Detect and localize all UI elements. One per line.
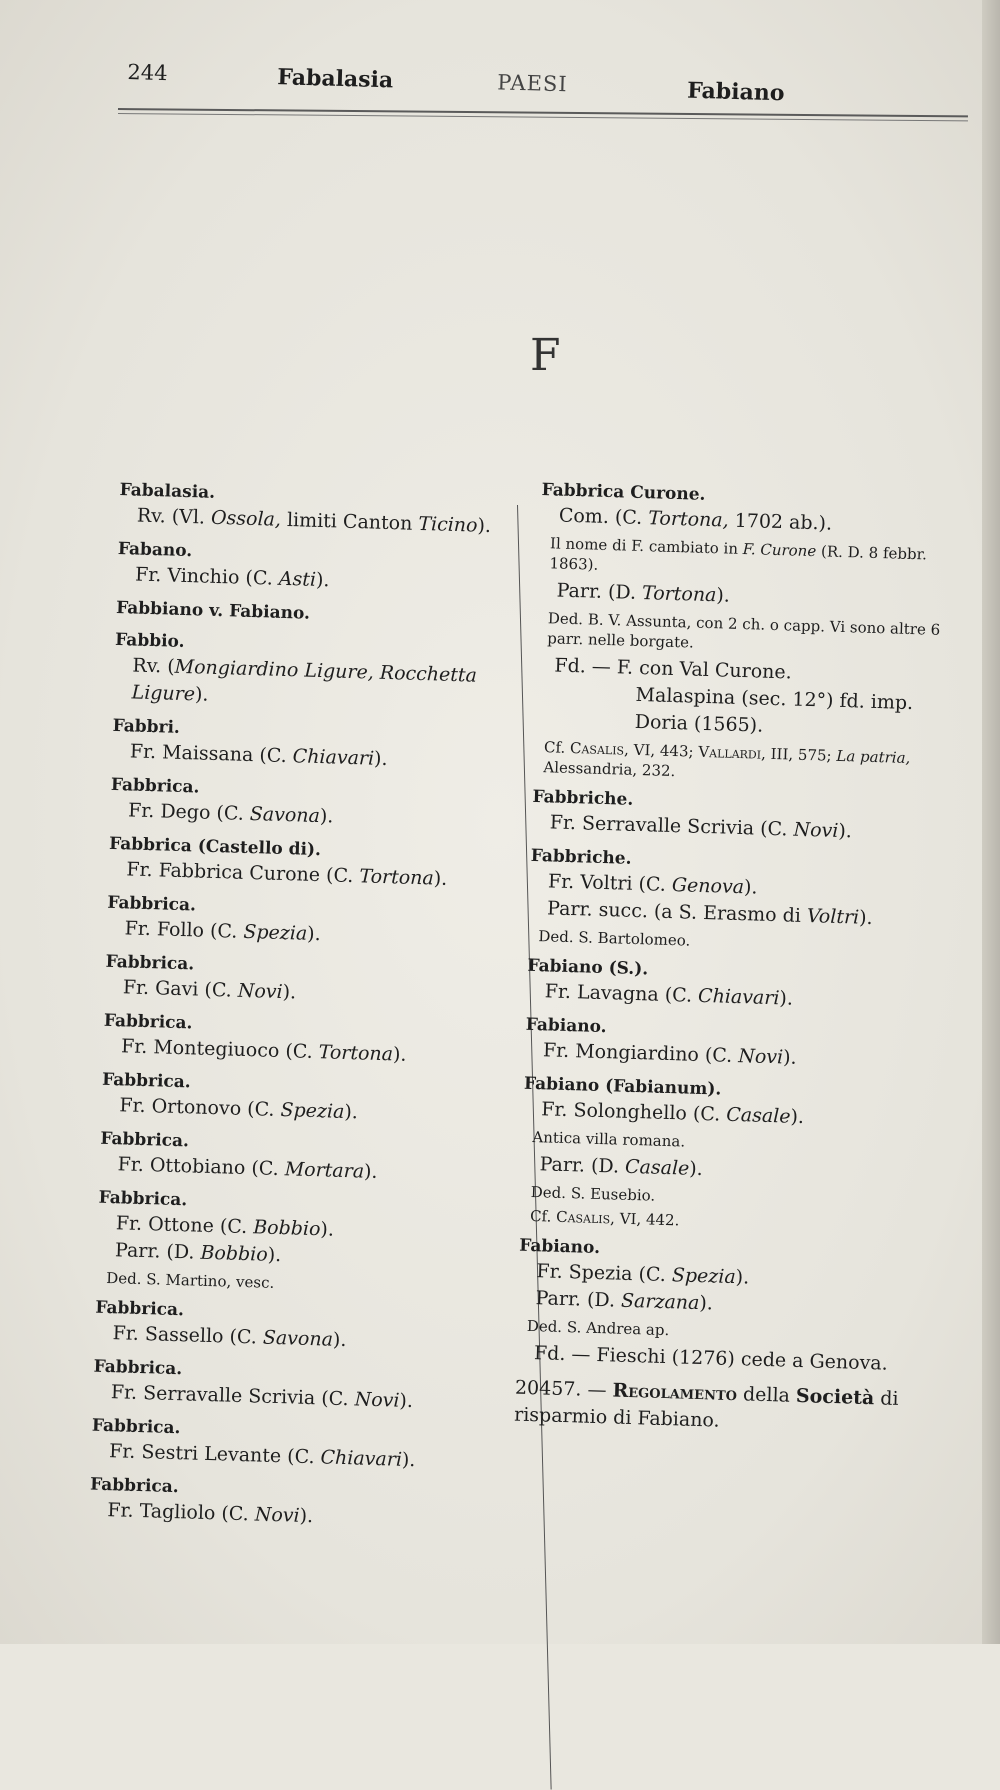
entry <box>110 773 511 836</box>
entry-heading: Fabbrica. <box>93 1356 183 1380</box>
entry <box>525 1013 941 1076</box>
entry <box>113 628 515 718</box>
text-run: Parr. succ. (a S. Erasmo di <box>546 897 808 928</box>
entry <box>531 785 947 848</box>
text-run: ). <box>858 906 873 929</box>
text-run: Novi <box>793 818 839 842</box>
text-run: Spezia <box>671 1264 737 1289</box>
text-run: Ded. S. Martino, vesc. <box>105 1268 275 1292</box>
entry <box>101 1068 502 1131</box>
text-run: Casale <box>624 1155 690 1180</box>
entry <box>516 1234 935 1379</box>
entry-heading: Fabbrica. <box>91 1415 181 1439</box>
text-run: Fr. Ortonovo (C. <box>119 1094 281 1122</box>
text-run: Fd. — F. con Val Curone. <box>554 654 793 684</box>
text-run: Fr. Voltri (C. <box>547 870 673 897</box>
text-run: di risparmio di Fabiano. <box>513 1387 899 1432</box>
text-run: Fr. Ottobiano (C. <box>117 1153 286 1181</box>
text-run: Savona <box>249 803 321 828</box>
text-run: ). <box>477 514 492 538</box>
entry-line <box>113 652 514 718</box>
entry-heading: Fabbiano v. Fabiano. <box>115 597 311 624</box>
entry-heading: Fabalasia. <box>119 479 216 503</box>
text-run: , VI, 442. <box>609 1209 680 1230</box>
text-run: ). <box>373 747 388 771</box>
entry <box>96 1186 499 1300</box>
text-run: Vallardi <box>698 742 762 763</box>
text-run: Fr. Sestri Levante (C. <box>108 1440 321 1469</box>
text-run: Fr. Fabbrica Curone (C. <box>126 858 360 888</box>
header-left-title: Fabalasia <box>276 64 394 94</box>
text-run: Società <box>795 1384 875 1410</box>
text-run: Fr. Dego (C. <box>127 799 251 825</box>
text-run: Fr. Mongiardino (C. <box>542 1039 739 1068</box>
text-run: ). <box>282 981 297 1004</box>
text-run: Spezia <box>243 920 308 945</box>
text-run: Fd. — Fieschi (1276) cede a Genova. <box>533 1342 889 1375</box>
entry-heading: Fabbriche. <box>530 845 632 869</box>
entry-heading: Fabbrica. <box>101 1069 192 1093</box>
text-run: ). <box>699 1292 714 1315</box>
text-run: Ticino <box>418 512 478 537</box>
text-run: Ossola, <box>210 506 282 531</box>
entry-heading: Fabbrica (Castello di). <box>108 833 322 861</box>
text-run: Voltri <box>806 905 860 929</box>
text-run: ). <box>688 1157 704 1181</box>
entry <box>111 714 512 777</box>
text-run: Antica villa romana. <box>532 1128 686 1151</box>
text-run: ). <box>299 1504 314 1528</box>
entry <box>106 891 507 954</box>
text-run: Mortara <box>284 1158 365 1183</box>
entry <box>94 1296 495 1359</box>
text-run: Fr. Spezia (C. <box>536 1260 673 1287</box>
text-run: Fr. Maissana (C. <box>129 740 294 768</box>
text-run: Parr. (D. <box>539 1153 626 1178</box>
entry-note <box>537 608 953 660</box>
text-run: ). <box>194 683 209 706</box>
entry-heading: Fabbrica Curone. <box>541 479 706 505</box>
right-column <box>514 478 957 1449</box>
text-run: ). <box>790 1105 805 1129</box>
entry-heading: Fabiano. <box>518 1235 601 1259</box>
text-run: ). <box>782 1046 797 1069</box>
text-run: Parr. (D. <box>556 579 643 605</box>
text-run: Chiavari <box>292 745 375 770</box>
text-run: Casalis <box>569 738 625 759</box>
entry-heading: Fabbrica. <box>100 1128 190 1152</box>
text-run: ). <box>401 1448 416 1472</box>
text-run: Novi <box>354 1388 400 1412</box>
text-run: ). <box>315 568 330 592</box>
text-run: Savona <box>262 1326 334 1351</box>
entry-heading: Fabbrica. <box>89 1474 180 1498</box>
text-run: Sarzana <box>620 1289 700 1315</box>
text-run: Fr. Lavagna (C. <box>544 980 699 1007</box>
text-run: Rv. ( <box>132 654 176 678</box>
text-run: Com. (C. <box>558 504 649 530</box>
entry <box>89 1473 490 1536</box>
text-run: Parr. (D. <box>114 1239 201 1264</box>
text-run: Genova <box>671 874 745 899</box>
text-run: Alessandria, 232. <box>543 758 676 781</box>
entry <box>533 478 957 789</box>
text-run: Fr. Ottone (C. <box>115 1212 254 1239</box>
entry <box>104 950 505 1013</box>
entry <box>116 596 517 632</box>
text-run: Casalis <box>555 1207 611 1228</box>
text-run: 20457. — <box>514 1376 613 1402</box>
entry <box>117 537 518 600</box>
entry <box>118 478 519 541</box>
text-run: Novi <box>737 1045 784 1069</box>
text-run: Parr. (D. <box>535 1287 622 1312</box>
header-center-title: PAESI <box>496 70 568 97</box>
text-run: ). <box>319 805 334 828</box>
entry-line <box>514 1375 930 1441</box>
text-run: limiti Canton <box>280 508 419 535</box>
text-run: ). <box>344 1100 359 1124</box>
entry-heading: Fabbio. <box>114 629 185 652</box>
text-run: La patria, <box>836 746 911 768</box>
text-run: Fr. Serravalle Scrivia (C. <box>110 1381 355 1411</box>
text-run: Mongiardino Ligure, Rocchetta Ligure <box>131 655 478 706</box>
text-run: Ded. B. V. Assunta, con 2 ch. o capp. Vi sono altre 6 parr. nelle borgate. <box>546 609 941 652</box>
text-run: Novi <box>254 1503 300 1527</box>
text-run: (R. D. 8 febbr. 1863). <box>549 542 928 574</box>
left-column <box>89 478 520 1543</box>
entry-note <box>533 737 949 789</box>
text-run: ). <box>743 876 758 899</box>
text-run: 1702 ab.). <box>728 509 833 535</box>
text-run: Fr. Gavi (C. <box>122 976 239 1002</box>
text-run: ). <box>399 1389 414 1413</box>
text-run: Fr. Follo (C. <box>124 917 244 943</box>
entry-heading: Fabiano. <box>525 1014 607 1038</box>
text-run: Tortona <box>318 1041 394 1066</box>
text-run: , VI, 443; <box>623 740 699 761</box>
text-run: Casale <box>725 1103 791 1128</box>
text-run: Cf. <box>543 738 571 757</box>
text-run: , III, 575; <box>760 744 837 765</box>
text-run: Fr. Tagliolo (C. <box>107 1499 256 1526</box>
page-edge <box>982 0 1000 1644</box>
text-run: ). <box>433 867 448 890</box>
text-run: Bobbio <box>200 1241 269 1266</box>
entry-heading: Fabano. <box>117 538 193 562</box>
text-run: ). <box>716 584 731 607</box>
text-run: ). <box>838 819 853 843</box>
page-number: 244 <box>127 59 168 86</box>
text-run: Tortona <box>641 582 717 607</box>
text-run: Fr. Montegiuoco (C. <box>120 1035 320 1064</box>
text-run: Cf. <box>529 1206 557 1226</box>
entry-heading: Fabiano (Fabianum). <box>523 1073 722 1100</box>
entry-heading: Fabbrica. <box>103 1010 193 1034</box>
entry <box>520 1072 939 1238</box>
text-run: Fr. Vinchio (C. <box>134 563 280 590</box>
entry <box>99 1127 500 1190</box>
entry-heading: Fabbriche. <box>532 786 634 810</box>
text-run: Bobbio <box>252 1216 321 1241</box>
text-run: Tortona, <box>647 507 729 532</box>
text-run: Ded. S. Andrea ap. <box>526 1316 670 1340</box>
entry-heading: Fabbri. <box>112 715 181 738</box>
text-run: Tortona <box>359 865 435 890</box>
text-run: Asti <box>278 567 317 591</box>
entry-heading: Fabbrica. <box>110 774 200 798</box>
text-run: ). <box>306 922 322 946</box>
entry-heading: Fabbrica. <box>105 951 195 975</box>
entry <box>528 844 946 958</box>
entry <box>514 1375 930 1441</box>
text-run: ). <box>392 1043 407 1066</box>
entry-heading: Fabiano (S.). <box>527 955 649 980</box>
text-run: Fr. Solonghello (C. <box>540 1098 727 1126</box>
text-run: Chiavari <box>697 984 780 1010</box>
text-run: Ded. S. Bartolomeo. <box>538 927 691 950</box>
text-run: Fr. Sassello (C. <box>112 1322 264 1349</box>
text-run: ). <box>267 1243 282 1267</box>
text-run: ). <box>779 987 794 1010</box>
text-run: ). <box>735 1266 750 1289</box>
text-run: Novi <box>237 979 283 1004</box>
entry <box>91 1414 492 1477</box>
entry <box>92 1355 493 1418</box>
entry-note <box>539 533 955 585</box>
text-run: Regolamento <box>612 1379 738 1406</box>
entry-heading: Fabbrica. <box>98 1187 188 1211</box>
text-run: Rv. (Vl. <box>136 504 212 529</box>
text-run: della <box>736 1383 797 1407</box>
text-run: Fr. Serravalle Scrivia (C. <box>549 811 794 841</box>
text-run: Spezia <box>280 1099 345 1123</box>
section-letter: F <box>530 330 561 381</box>
text-run: ). <box>363 1160 378 1183</box>
entry <box>526 954 942 1017</box>
text-run: Ded. S. Eusebio. <box>530 1182 656 1205</box>
text-run: ). <box>332 1328 347 1352</box>
text-run: ). <box>320 1218 335 1241</box>
entry-heading: Fabbrica. <box>95 1297 185 1321</box>
text-run: Chiavari <box>320 1446 403 1471</box>
entry <box>108 832 509 895</box>
text-run: Il nome di F. cambiato in <box>549 534 744 558</box>
entry-heading: Fabbrica. <box>107 892 197 916</box>
text-run: Malaspina (sec. 12°) fd. imp. <box>635 683 914 715</box>
entry <box>103 1009 504 1072</box>
header-right-title: Fabiano <box>686 77 785 107</box>
text-run: Doria (1565). <box>634 710 764 737</box>
text-run: F. Curone <box>742 539 817 561</box>
